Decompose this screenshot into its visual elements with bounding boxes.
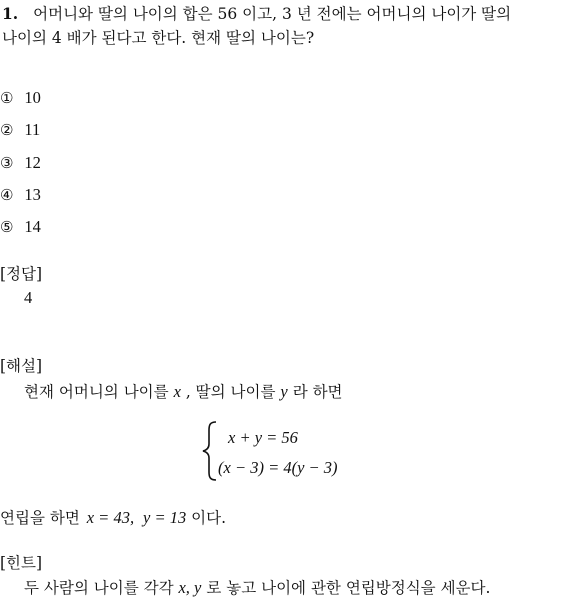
- var-y: y: [280, 382, 288, 401]
- explanation-label: [해설]: [0, 357, 43, 375]
- result-x: x = 43,: [86, 508, 135, 527]
- choice-5-value: 14: [24, 217, 41, 236]
- answer-value: 4: [24, 288, 33, 307]
- equation-1: [228, 428, 298, 448]
- choice-1-mark: ①: [0, 89, 14, 107]
- choice-2-mark: ②: [0, 121, 14, 139]
- answer-label: [정답]: [0, 265, 43, 283]
- equation-1-text: x + y = 56: [228, 428, 298, 447]
- choice-2-value: 11: [24, 120, 41, 139]
- explanation-intro: [24, 380, 343, 402]
- question-text-line-2: 나이의 4 배가 된다고 한다. 현재 딸의 나이는?: [2, 29, 315, 47]
- var-x: x: [173, 382, 181, 401]
- explanation-intro-a: 현재 어머니의 나이를: [24, 383, 169, 401]
- question-line-1: [2, 2, 511, 24]
- result-a: 연립을 하면: [0, 509, 80, 527]
- result-y: y = 13: [143, 508, 187, 527]
- choice-3[interactable]: [0, 153, 41, 173]
- hint-vars: x, y: [178, 578, 202, 597]
- hint-label: [힌트]: [0, 554, 43, 572]
- choice-4-mark: ④: [0, 186, 14, 204]
- choice-2[interactable]: [0, 120, 40, 140]
- equation-2-text: (x − 3) = 4(y − 3): [218, 458, 338, 477]
- choice-4[interactable]: [0, 185, 41, 205]
- question-number: 1.: [2, 4, 19, 23]
- explanation-result: [0, 506, 226, 528]
- left-brace-icon: [200, 420, 220, 482]
- choice-5-mark: ⑤: [0, 218, 14, 236]
- choice-3-mark: ③: [0, 154, 14, 172]
- choice-1[interactable]: [0, 88, 41, 108]
- equation-2: [218, 458, 338, 478]
- explanation-intro-b: , 딸의 나이를: [185, 383, 276, 401]
- choice-4-value: 13: [24, 185, 41, 204]
- choice-3-value: 12: [24, 153, 41, 172]
- hint-text-a: 두 사람의 나이를 각각: [24, 579, 174, 597]
- explanation-intro-c: 라 하면: [292, 383, 343, 401]
- result-b: 이다.: [191, 509, 227, 527]
- choice-5[interactable]: [0, 217, 41, 237]
- choice-1-value: 10: [24, 88, 41, 107]
- hint-text-b: 로 놓고 나이에 관한 연립방정식을 세운다.: [206, 579, 491, 597]
- question-text-line-1: 어머니와 딸의 나이의 합은 56 이고, 3 년 전에는 어머니의 나이가 딸의: [33, 5, 512, 23]
